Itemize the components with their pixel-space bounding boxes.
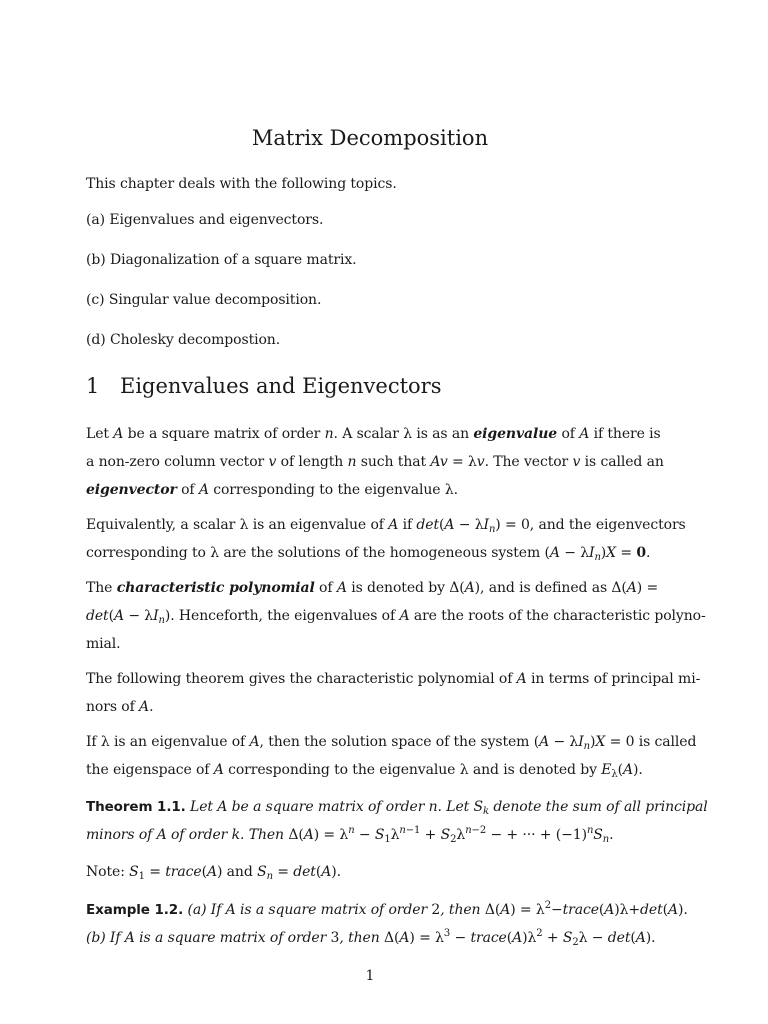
paragraph-line: Equivalently, a scalar λ is an eigenvalue of A if $\det(A - \lambda I_n) = 0$, and the eigenvectors [86, 517, 686, 535]
topic-item [86, 332, 280, 348]
paragraph-line: The following theorem gives the characteristic polynomial of A in terms of principal mi- [86, 671, 701, 687]
example-line: Example 1.2. (a) If A is a square matrix of order 2, then $\Delta(A) = \lambda^2-trace(A)\lambda+\det(A)$. [86, 900, 688, 918]
topic-text: Diagonalization of a square matrix. [109, 252, 357, 268]
section-heading [86, 374, 442, 398]
topic-item [86, 252, 357, 268]
paragraph-line: Let A be a square matrix of order n. A scalar λ is as an eigenvalue of A if there is [86, 426, 661, 442]
topic-text: Singular value decomposition. [108, 292, 322, 308]
topic-marker: (b) [86, 252, 106, 268]
paragraph-line: the eigenspace of A corresponding to the eigenvalue λ and is denoted by $E_\lambda(A)$. [86, 762, 643, 780]
intro-text: This chapter deals with the following topics. [86, 176, 397, 192]
paragraph-line: If λ is an eigenvalue of A, then the solution space of the system $(A - \lambda I_n)X = 0$ is called [86, 734, 697, 752]
page-title: Matrix Decomposition [251, 126, 489, 150]
page-number: 1 [365, 968, 375, 984]
paragraph-line: a non-zero column vector v of length n such that Av = λv. The vector v is called an [86, 454, 664, 470]
topic-marker: (c) [86, 292, 105, 308]
section-title: Eigenvalues and Eigenvectors [120, 374, 442, 398]
example-label: Example 1.2. [86, 902, 184, 918]
theorem-label: Theorem 1.1. [86, 799, 186, 815]
section-number: 1 [86, 374, 100, 398]
theorem-line: Theorem 1.1. Let A be a square matrix of order n. Let $S_k$ denote the sum of all principal [86, 799, 708, 817]
topic-item [86, 292, 321, 308]
topic-text: Cholesky decompostion. [109, 332, 281, 348]
paragraph-line: nors of A. [86, 699, 154, 715]
term-eigenvector: eigenvector [86, 482, 177, 498]
theorem-line: minors of A of order k. Then $\Delta(A) = \lambda^n - S_1\lambda^{n-1} + S_2\lambda^{n-2}$ − + ··· + $(-1)^nS_n$. [86, 825, 614, 845]
note-line: Note: $S_1$ = trace(A) and $S_n = \det(A)$. [86, 864, 341, 882]
term-eigenvalue: eigenvalue [473, 426, 558, 442]
topic-text: Eigenvalues and eigenvectors. [109, 212, 324, 228]
term-characteristic-polynomial: characteristic polynomial [116, 580, 315, 596]
topic-item [86, 212, 323, 228]
paragraph-line: mial. [86, 636, 121, 652]
topic-marker: (d) [86, 332, 106, 348]
paragraph-line: $\det(A - \lambda I_n)$. Henceforth, the eigenvalues of A are the roots of the characteristic polyno- [86, 608, 706, 626]
paragraph-line: eigenvector of A corresponding to the eigenvalue λ. [86, 482, 458, 498]
example-line: (b) If A is a square matrix of order 3, then $\Delta(A) = \lambda^3$ − $trace(A)\lambda^2 + S_2\lambda - \det(A)$. [86, 928, 656, 948]
paragraph-line: corresponding to λ are the solutions of the homogeneous system $(A - \lambda I_n)X = 0$. [86, 545, 651, 563]
topic-marker: (a) [86, 212, 105, 228]
paragraph-line: The characteristic polynomial of A is denoted by Δ(A), and is defined as Δ(A) = [86, 580, 659, 596]
